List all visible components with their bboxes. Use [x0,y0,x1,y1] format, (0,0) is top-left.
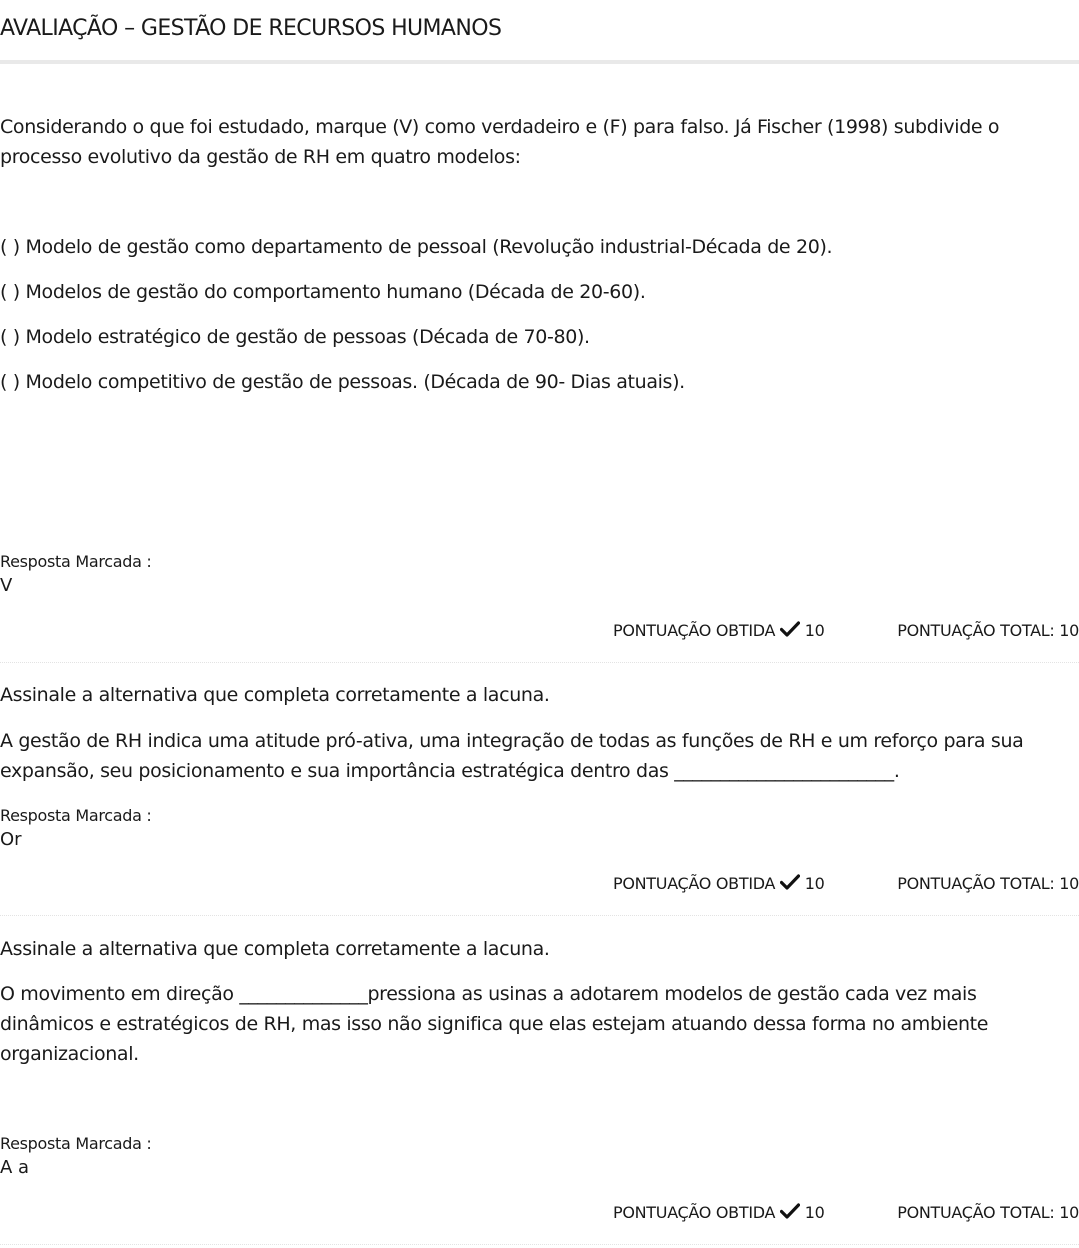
statement-item: ( ) Modelo competitivo de gestão de pessoas. (Década de 90- Dias atuais). [0,371,685,393]
response-label: Resposta Marcada : [0,806,152,825]
question-3-response [0,1134,1079,1182]
statement-item: ( ) Modelo de gestão como departamento de pessoal (Revolução industrial-Década de 20). [0,236,833,258]
check-icon [780,621,800,637]
question-body-line: organizacional. [0,1043,139,1065]
score-total: PONTUAÇÃO TOTAL: 10 [897,1203,1079,1222]
statement-item: ( ) Modelo estratégico de gestão de pessoas (Década de 70-80). [0,326,590,348]
question-prompt: Assinale a alternativa que completa corretamente a lacuna. [0,684,550,706]
response-value: A a [0,1157,30,1178]
check-icon [780,874,800,890]
question-1-statements [0,232,1079,412]
question-2 [0,680,1079,710]
score-obtained-label: PONTUAÇÃO OBTIDA [613,874,776,893]
title-divider [0,60,1079,64]
question-prompt: Assinale a alternativa que completa corretamente a lacuna. [0,938,550,960]
question-body-line: expansão, seu posicionamento e sua importância estratégica dentro das ________________________. [0,760,900,782]
page-title: AVALIAÇÃO – GESTÃO DE RECURSOS HUMANOS [0,16,502,41]
score-obtained-label: PONTUAÇÃO OBTIDA [613,1203,776,1222]
question-divider [0,1244,1079,1245]
score-obtained-label: PONTUAÇÃO OBTIDA [613,621,776,640]
question-body-line: O movimento em direção ______________pressiona as usinas a adotarem modelos de gestão cada vez mais [0,983,977,1005]
question-body-line: A gestão de RH indica uma atitude pró-ativa, uma integração de todas as funções de RH e um reforço para sua [0,730,1024,752]
check-icon [780,1203,800,1219]
response-value: V [0,575,13,596]
question-3-body [0,979,1079,1069]
question-body-line: dinâmicos e estratégicos de RH, mas isso não significa que elas estejam atuando dessa forma no ambiente [0,1013,989,1035]
question-2-response [0,806,1079,854]
score-row [0,874,1079,898]
question-intro-line: Considerando o que foi estudado, marque (V) como verdadeiro e (F) para falso. Já Fischer (1998) subdivide o [0,116,1000,138]
score-obtained-value: 10 [804,874,825,893]
statement-item: ( ) Modelos de gestão do comportamento humano (Década de 20-60). [0,281,646,303]
score-obtained-value: 10 [804,1203,825,1222]
score-row [0,1203,1079,1227]
response-value: Or [0,829,22,850]
score-obtained [613,621,824,640]
score-obtained [613,1203,824,1222]
question-divider [0,662,1079,663]
question-2-body [0,726,1079,786]
score-obtained-value: 10 [804,621,825,640]
score-obtained [613,874,824,893]
response-label: Resposta Marcada : [0,552,152,571]
score-total: PONTUAÇÃO TOTAL: 10 [897,621,1079,640]
score-row [0,621,1079,645]
question-3 [0,934,1079,964]
question-1 [0,112,1079,172]
question-divider [0,915,1079,916]
response-label: Resposta Marcada : [0,1134,152,1153]
question-intro-line: processo evolutivo da gestão de RH em quatro modelos: [0,146,521,168]
score-total: PONTUAÇÃO TOTAL: 10 [897,874,1079,893]
question-1-response [0,552,1079,600]
